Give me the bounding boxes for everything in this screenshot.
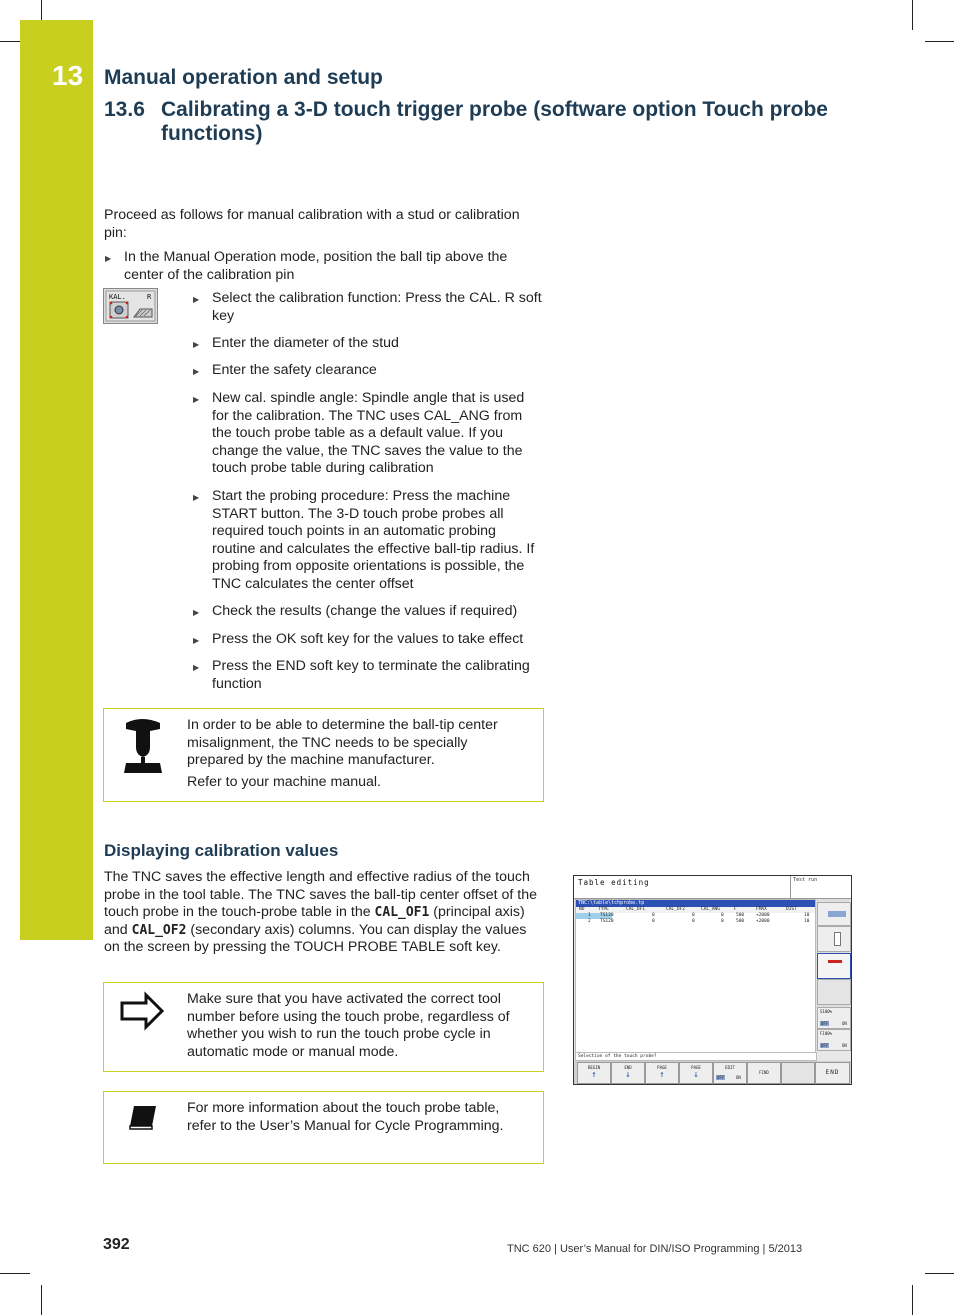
book-icon	[104, 1092, 186, 1163]
edit-off-label: OFF	[717, 1075, 725, 1080]
arrow-note	[103, 982, 544, 1072]
page-down-icon: ↓	[693, 1070, 699, 1080]
m-axis-icon	[828, 911, 846, 917]
book-note	[103, 1091, 544, 1164]
step-3: ▶ Enter the safety clearance	[212, 362, 542, 380]
f-override-label: F100%	[820, 1031, 833, 1036]
side-panel	[816, 899, 850, 1051]
step-6: ▶ Check the results (change the values if required)	[212, 603, 542, 621]
tnc-screen	[573, 875, 852, 1085]
crop-mark	[0, 1273, 30, 1274]
svg-text:KAL.: KAL.	[109, 293, 126, 301]
col-header: CAL_OF2	[666, 907, 685, 912]
cell: 0	[692, 913, 695, 918]
crop-mark	[0, 41, 20, 42]
cell: 0	[652, 913, 655, 918]
cell: 2	[588, 919, 591, 924]
screen-mode-right: Test run	[793, 877, 818, 883]
side-key-blank[interactable]	[817, 979, 851, 1005]
screen-mode: Table editing	[578, 878, 650, 887]
tool-icon	[828, 960, 842, 963]
code-cal-of2: CAL_OF2	[131, 922, 187, 938]
machine-note-p1: In order to be able to determine the ball-tip center misalignment, the TNC needs to be specially prepared by the machine manufacturer.	[187, 717, 498, 768]
table-path: TNC:\table\tchprobe.tp	[576, 900, 815, 907]
side-key-s[interactable]	[817, 926, 851, 952]
section-number: 13.6	[104, 98, 145, 121]
cal-r-softkey	[103, 288, 158, 324]
crop-mark	[925, 41, 954, 42]
step-4: ▶ New cal. spindle angle: Spindle angle that is used for the calibration. The TNC uses CAL_ANG from the touch probe table as a default value. If you change the value, the TNC saves the value to the touch probe table during calibration	[212, 390, 542, 478]
step-7: ▶ Press the OK soft key for the values to take effect	[212, 631, 542, 649]
crop-mark	[41, 0, 42, 20]
machine-note	[103, 708, 544, 802]
softkey-edit[interactable]	[713, 1062, 747, 1084]
screen-header-right	[790, 876, 852, 899]
col-header: CAL_OF1	[626, 907, 645, 912]
s-off-label: OFF	[821, 1021, 829, 1026]
cell: 500	[736, 913, 745, 918]
prompt-text: Selection of the touch probe?	[578, 1054, 657, 1059]
col-header: FMAX	[756, 907, 767, 912]
softkey-end-table[interactable]	[815, 1062, 850, 1084]
softkey-page-up[interactable]	[645, 1062, 679, 1084]
cell: 500	[736, 919, 745, 924]
code-cal-of1: CAL_OF1	[374, 905, 430, 920]
side-key-m[interactable]	[817, 902, 851, 926]
softkey-label: END	[624, 1065, 632, 1070]
softkey-row	[574, 1061, 851, 1084]
page-number: 392	[103, 1236, 130, 1253]
step-position: ▶ In the Manual Operation mode, position the ball tip above the center of the calibration pin	[124, 249, 542, 284]
softkey-label: FIND	[759, 1070, 769, 1075]
cell: 1	[588, 913, 591, 918]
cell: 0	[721, 919, 724, 924]
f-override[interactable]	[817, 1029, 851, 1051]
calibration-softkey-icon	[104, 289, 157, 323]
cell: 10	[804, 919, 810, 924]
step-2: ▶ Enter the diameter of the stud	[212, 335, 542, 353]
softkey-label: BEGIN	[587, 1065, 601, 1070]
cell: +2000	[756, 913, 770, 918]
cell: 0	[721, 913, 724, 918]
svg-text:R: R	[147, 293, 152, 301]
side-key-t[interactable]	[817, 953, 851, 979]
edit-on-label: ON	[736, 1075, 741, 1080]
s-on-label: ON	[842, 1021, 847, 1026]
chapter-title: Manual operation and setup	[104, 66, 383, 89]
arrow-down-icon: ↓	[625, 1070, 631, 1080]
col-header: NO	[579, 907, 585, 912]
page-up-icon: ↑	[659, 1070, 665, 1080]
cell: 0	[652, 919, 655, 924]
cell: TS120	[600, 913, 614, 918]
step-5: ▶ Start the probing procedure: Press the machine START button. The 3-D touch probe probes all required touch points in an automatic probing routine and calculates the effective ball-tip radius. If probing from opposite orientations is possible, the TNC calculates the center offset	[212, 488, 542, 593]
prompt-line	[575, 1052, 817, 1061]
cell: TS120	[600, 919, 614, 924]
section-title: Calibrating a 3-D touch trigger probe (software option Touch probe functions)	[161, 98, 828, 145]
col-header: F	[734, 907, 737, 912]
softkey-page-down[interactable]	[679, 1062, 713, 1084]
softkey-label: EDIT	[725, 1065, 735, 1070]
intro-paragraph: Proceed as follows for manual calibration with a stud or calibration pin:	[104, 207, 520, 241]
softkey-end[interactable]	[611, 1062, 645, 1084]
s-override-label: S100%	[820, 1009, 833, 1014]
softkey-label: PAGE	[657, 1065, 667, 1070]
page-footer: TNC 620 | User’s Manual for DIN/ISO Programming | 5/2013	[507, 1243, 803, 1255]
crop-mark	[912, 0, 913, 30]
book-note-text: For more information about the touch probe table, refer to the User’s Manual for Cycle Programming.	[187, 1100, 504, 1134]
chapter-sidebar	[20, 20, 93, 940]
cell: +2000	[756, 919, 770, 924]
arrow-note-text: Make sure that you have activated the correct tool number before using the touch probe, regardless of whether you wish to run the touch probe cycle in automatic mode or manual mode.	[187, 991, 510, 1060]
arrow-up-icon: ↑	[591, 1070, 597, 1080]
subsection-title: Displaying calibration values	[104, 841, 339, 860]
display-text-b: (principal axis) and	[104, 904, 525, 938]
softkey-label: PAGE	[691, 1065, 701, 1070]
crop-mark	[41, 1285, 42, 1315]
display-text-a: The TNC saves the effective length and effective radius of the touch probe in the tool table. The TNC saves the ball-tip center offset of the touch probe in the touch-probe table in the	[104, 869, 537, 920]
step-1: ▶ Select the calibration function: Press the CAL. R soft key	[212, 290, 542, 325]
f-on-label: ON	[842, 1043, 847, 1048]
display-paragraph	[104, 869, 542, 957]
chapter-number: 13	[52, 60, 84, 91]
table-area	[575, 899, 816, 1053]
col-header: CAL_ANG	[701, 907, 720, 912]
crop-mark	[912, 1285, 913, 1315]
screen-header	[574, 876, 790, 899]
col-header: DIST	[786, 907, 797, 912]
s-override[interactable]	[817, 1007, 851, 1029]
col-header: TYPE	[598, 907, 609, 912]
spindle-icon	[834, 932, 841, 946]
machine-tool-icon	[104, 709, 186, 801]
softkey-begin[interactable]	[577, 1062, 611, 1084]
machine-note-p2: Refer to your machine manual.	[187, 774, 381, 790]
crop-mark	[925, 1273, 954, 1274]
softkey-blank[interactable]	[781, 1062, 815, 1084]
step-8: ▶ Press the END soft key to terminate the calibrating function	[212, 658, 542, 693]
cell: 0	[692, 919, 695, 924]
softkey-label: END	[825, 1069, 840, 1076]
arrow-icon	[104, 983, 186, 1071]
table-row[interactable]	[576, 919, 815, 925]
cell: 10	[804, 913, 810, 918]
display-text-c: (secondary axis) columns. You can display the values on the screen by pressing the TOUCH PROBE TABLE soft key.	[104, 921, 527, 955]
softkey-find[interactable]	[747, 1062, 781, 1084]
f-off-label: OFF	[821, 1043, 829, 1048]
